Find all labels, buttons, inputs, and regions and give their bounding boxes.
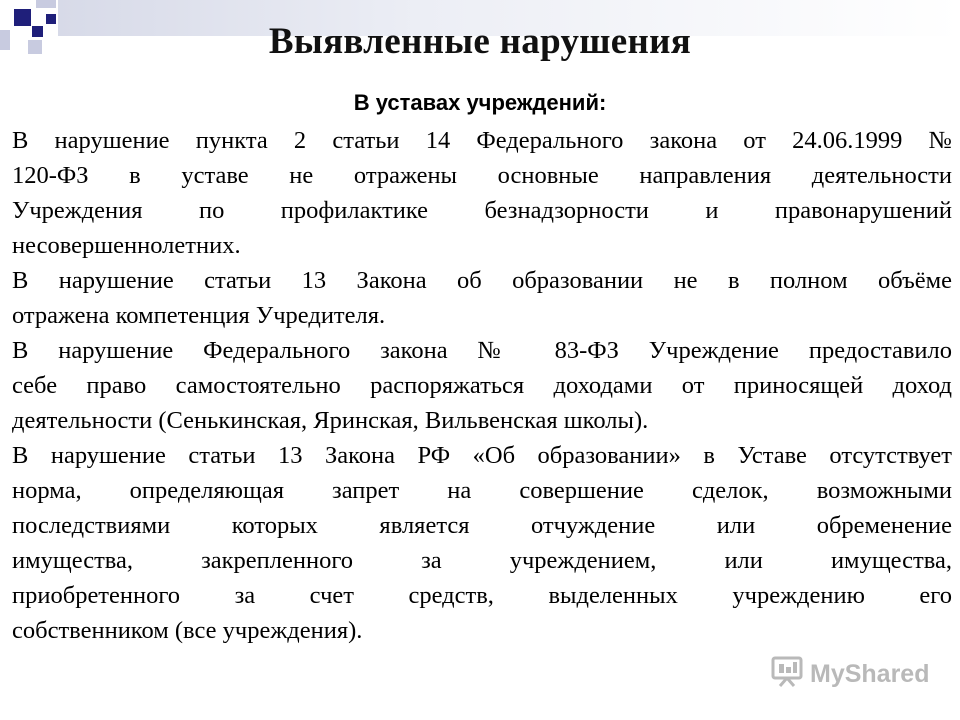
- paragraph-line: В нарушение статьи 13 Закона об образовании не в полном объёме: [12, 267, 952, 294]
- slide-title: Выявленные нарушения: [268, 21, 692, 62]
- paragraph-last-line: несовершеннолетних.: [12, 232, 241, 259]
- paragraph-last-line: деятельности (Сенькинская, Яринская, Вильвенская школы).: [12, 407, 649, 434]
- paragraph-line: последствиями которых является отчуждение или обременение: [12, 512, 952, 539]
- paragraph-line: В нарушение статьи 13 Закона РФ «Об образовании» в Уставе отсутствует: [12, 442, 952, 469]
- paragraph-line: Учреждения по профилактике безнадзорности и правонарушений: [12, 197, 952, 224]
- slide-subtitle: В уставах учреждений:: [353, 90, 607, 115]
- paragraph-line: В нарушение пункта 2 статьи 14 Федерального закона от 24.06.1999 №: [12, 127, 952, 154]
- paragraph-line: имущества, закрепленного за учреждением, или имущества,: [12, 547, 952, 574]
- paragraph-line: 120-ФЗ в уставе не отражены основные направления деятельности: [12, 162, 952, 189]
- square-light: [36, 0, 56, 8]
- paragraph-line: В нарушение Федерального закона № 83-ФЗ Учреждение предоставило: [12, 337, 952, 364]
- paragraph-last-line: собственником (все учреждения).: [12, 617, 363, 644]
- paragraph-line: себе право самостоятельно распоряжаться доходами от приносящей доход: [12, 372, 952, 399]
- watermark-text: MyShared: [810, 659, 930, 688]
- paragraph-last-line: отражена компетенция Учредителя.: [12, 302, 386, 329]
- watermark: [770, 656, 929, 692]
- body-text: [12, 123, 952, 648]
- paragraph-line: приобретенного за счет средств, выделенных учреждению его: [12, 582, 952, 609]
- paragraph-line: норма, определяющая запрет на совершение сделок, возможными: [12, 477, 952, 504]
- presentation-icon: [770, 654, 804, 695]
